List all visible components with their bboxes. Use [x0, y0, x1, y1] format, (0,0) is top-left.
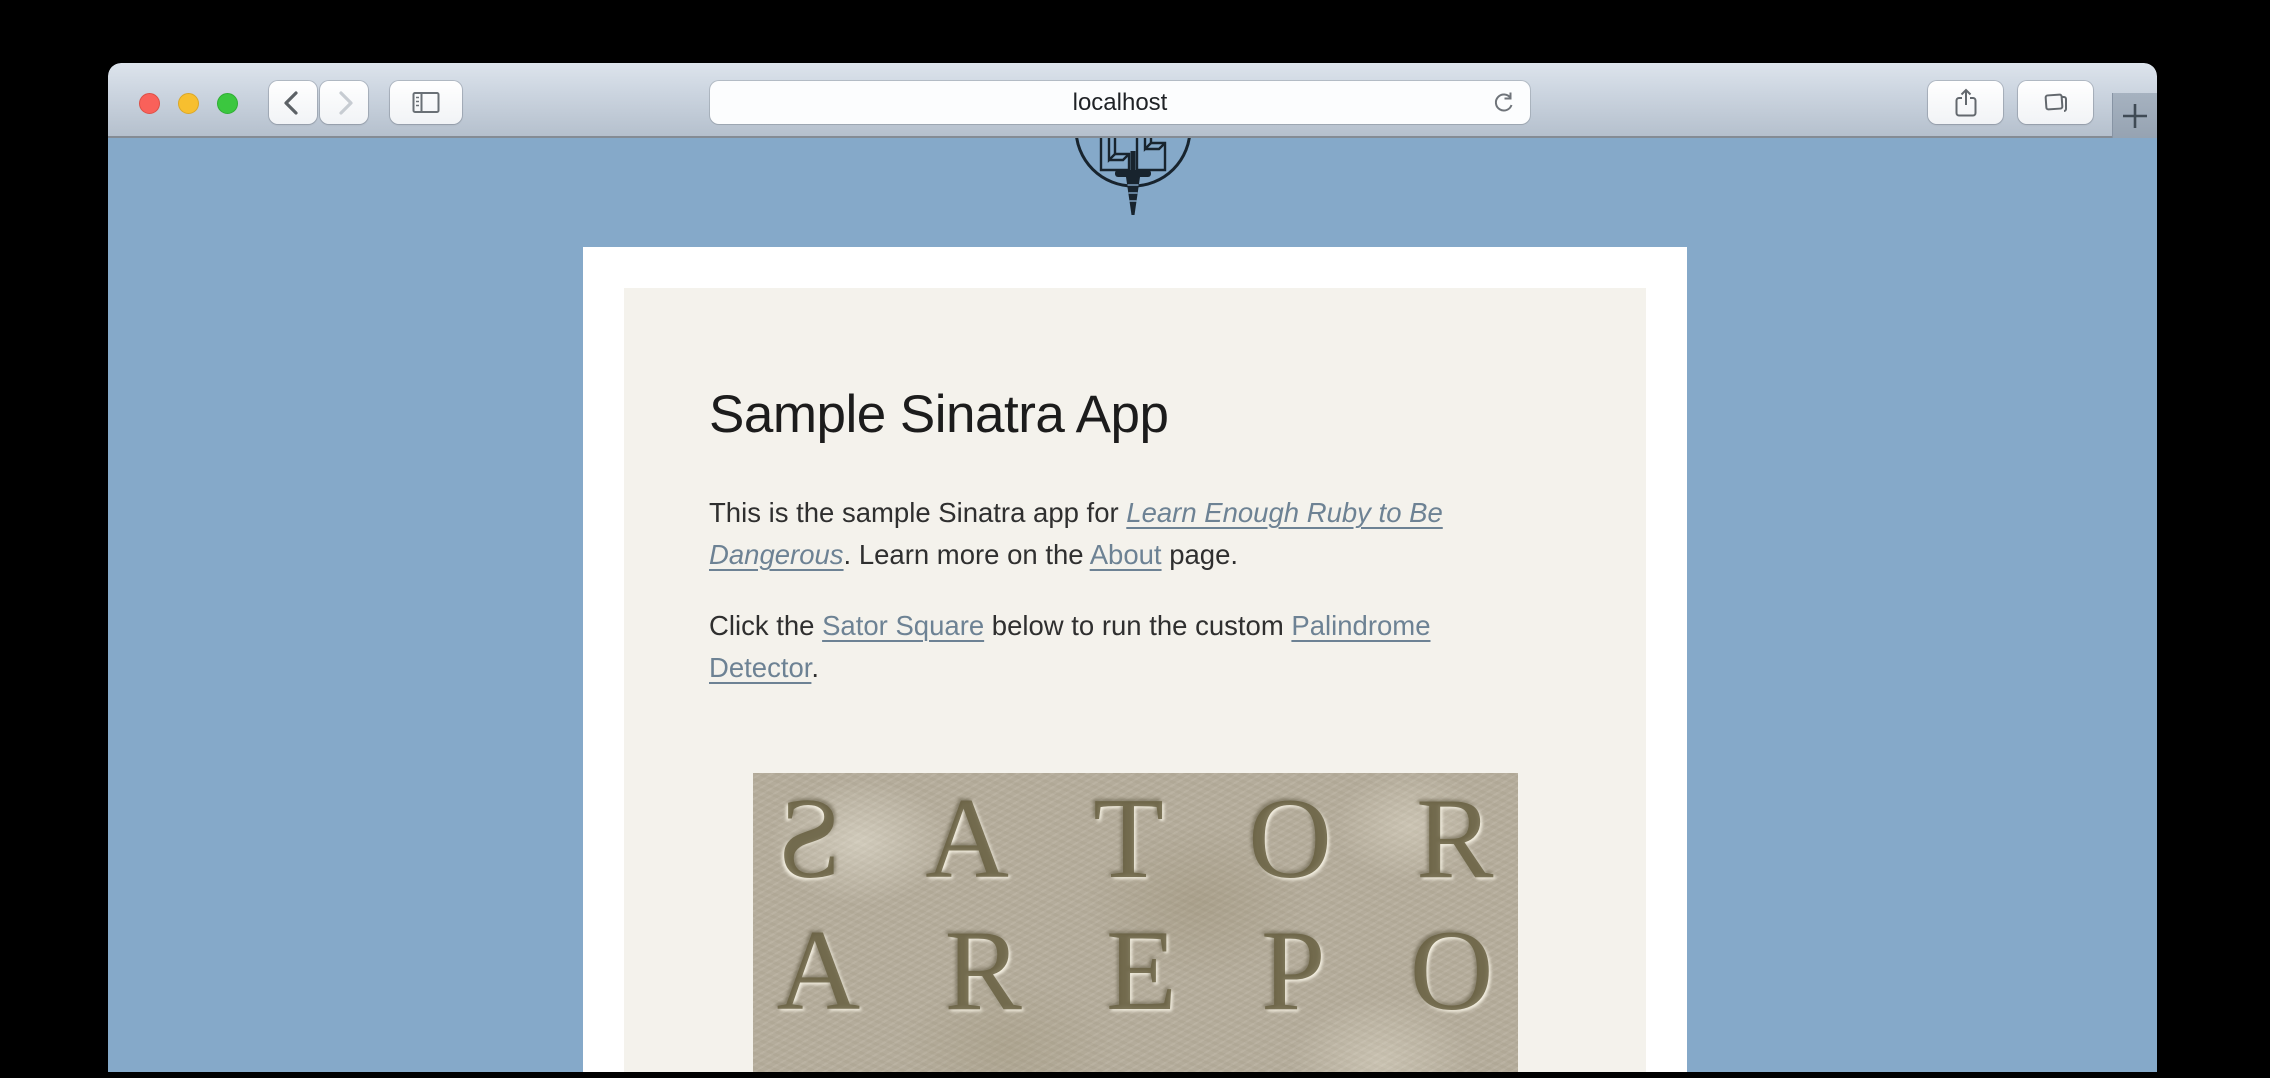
traffic-lights [139, 93, 238, 114]
sator-letter: O [1248, 775, 1332, 903]
text-run: page. [1161, 539, 1239, 570]
sator-letter: O [1409, 907, 1494, 1035]
intro-paragraph [709, 492, 1481, 576]
sator-letter: R [1416, 775, 1494, 903]
zoom-button[interactable] [217, 93, 238, 114]
sator-letter: R [944, 907, 1022, 1035]
link-palindrome-detector[interactable]: Palindrome Detector [709, 610, 1431, 683]
text-run: . Learn more on the [843, 539, 1090, 570]
address-bar[interactable] [710, 81, 1530, 124]
link-about[interactable]: About [1089, 539, 1162, 570]
sator-square-image[interactable] [753, 773, 1518, 1072]
instruction-paragraph [709, 605, 1481, 689]
sator-letter: E [1106, 907, 1177, 1035]
content-card [624, 288, 1646, 1072]
sator-letter: S [776, 775, 842, 903]
text-run: below to run the custom [984, 610, 1292, 641]
share-icon [1953, 88, 1979, 118]
sator-letter: A [925, 775, 1009, 903]
browser-window [108, 63, 2157, 1072]
chevron-right-icon [331, 90, 357, 116]
link-sator-square[interactable]: Sator Square [822, 610, 985, 641]
browser-toolbar [108, 63, 2157, 138]
sator-letter: P [1261, 907, 1326, 1035]
chevron-left-icon [280, 90, 306, 116]
text-run: This is the sample Sinatra app for [709, 497, 1127, 528]
learn-enough-logo [1053, 138, 1213, 237]
text-run: Click the [709, 610, 823, 641]
minimize-button[interactable] [178, 93, 199, 114]
reload-icon[interactable] [1490, 89, 1517, 116]
content-column [583, 247, 1687, 1072]
text-run: . [811, 652, 820, 683]
address-text: localhost [1072, 88, 1168, 116]
sator-letter: A [776, 907, 861, 1035]
link-learn-enough-ruby[interactable]: Learn Enough Ruby to Be Dangerous [709, 497, 1443, 570]
plus-icon [2120, 101, 2150, 131]
sator-row [753, 773, 1518, 903]
tab-overview-button[interactable] [2018, 81, 2093, 124]
tab-overview-icon [2042, 90, 2070, 116]
back-button[interactable] [269, 81, 317, 124]
sidebar-panel-icon [411, 90, 441, 115]
page-title: Sample Sinatra App [709, 385, 1169, 444]
page-viewport [108, 138, 2157, 1072]
new-tab-button[interactable] [2112, 93, 2157, 138]
sidebar-toggle-button[interactable] [390, 81, 462, 124]
share-button[interactable] [1928, 81, 2003, 124]
sator-letter: T [1093, 775, 1164, 903]
close-button[interactable] [139, 93, 160, 114]
forward-button[interactable] [320, 81, 368, 124]
sator-row [753, 907, 1518, 1035]
